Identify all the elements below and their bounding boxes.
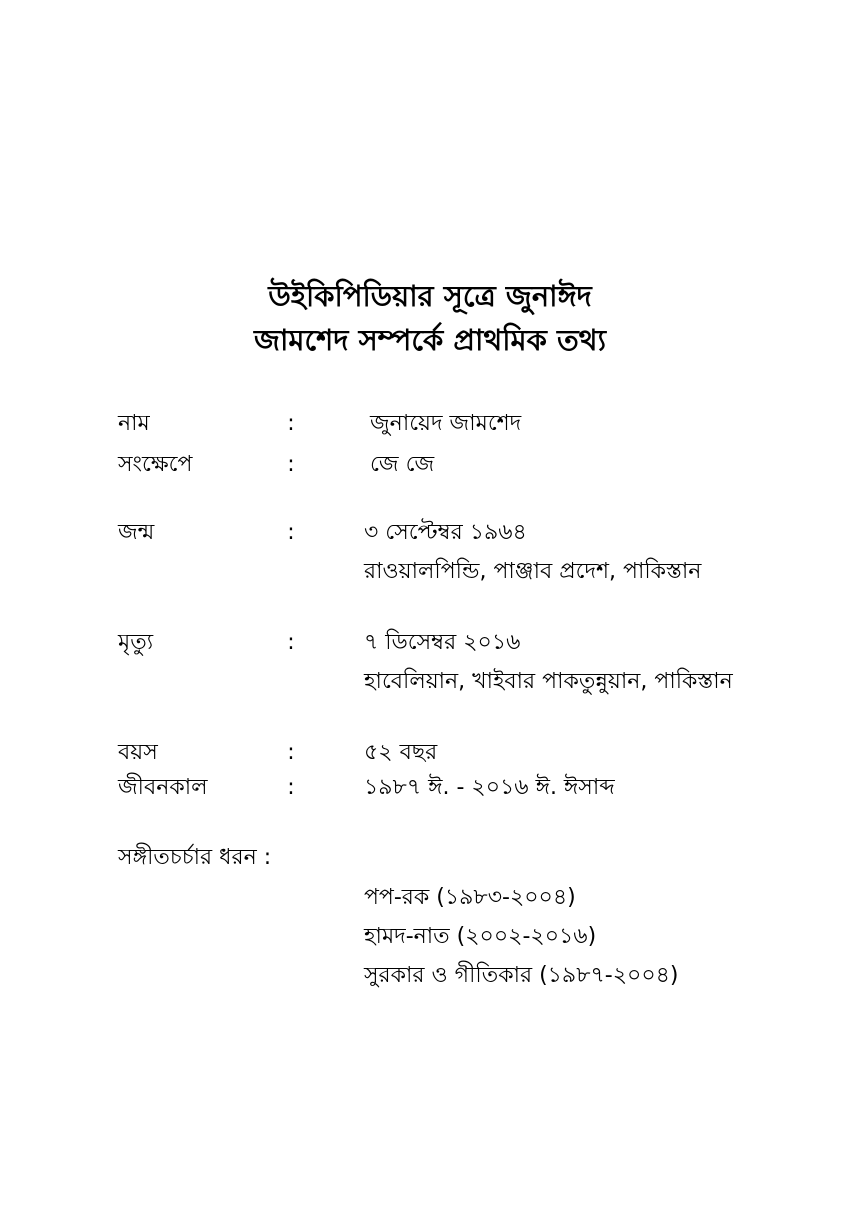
name-label: নাম [118, 411, 150, 436]
page-title-line-2: জামশেদ সম্পর্কে প্রাথমিক তথ্য [254, 323, 606, 357]
short-name-label: সংক্ষেপে [118, 452, 193, 477]
name-colon: : [287, 411, 295, 436]
age-value: ৫২ বছর [364, 740, 438, 765]
music-genre-item: সুরকার ও গীতিকার (১৯৮৭-২০০৪) [364, 963, 679, 988]
birth-colon: : [287, 520, 295, 545]
birth-place: রাওয়ালপিন্ডি, পাঞ্জাব প্রদেশ, পাকিস্তান [364, 559, 702, 584]
music-genre-label: সঙ্গীতচর্চার ধরন : [118, 845, 272, 870]
lifetime-colon: : [287, 775, 295, 800]
birth-date: ৩ সেপ্টেম্বর ১৯৬৪ [364, 520, 527, 545]
music-genre-item: হামদ-নাত (২০০২-২০১৬) [364, 924, 597, 949]
age-label: বয়স [118, 740, 158, 765]
age-colon: : [287, 740, 295, 765]
music-genre-item: পপ-রক (১৯৮৩-২০০৪) [364, 885, 576, 910]
death-label: মৃত্যু [118, 630, 154, 655]
death-date: ৭ ডিসেম্বর ২০১৬ [364, 630, 521, 655]
lifetime-value: ১৯৮৭ ঈ. - ২০১৬ ঈ. ঈসাব্দ [364, 775, 615, 800]
lifetime-label: জীবনকাল [118, 775, 208, 800]
short-name-colon: : [287, 452, 295, 477]
death-place: হাবেলিয়ান, খাইবার পাকতুন্নুয়ান, পাকিস্তান [364, 669, 733, 694]
death-colon: : [287, 630, 295, 655]
name-value: জুনায়েদ জামশেদ [370, 411, 522, 436]
birth-label: জন্ম [118, 520, 155, 545]
page-title-line-1: উইকিপিডিয়ার সূত্রে জুনাঈদ [268, 279, 592, 313]
short-name-value: জে জে [370, 452, 435, 477]
